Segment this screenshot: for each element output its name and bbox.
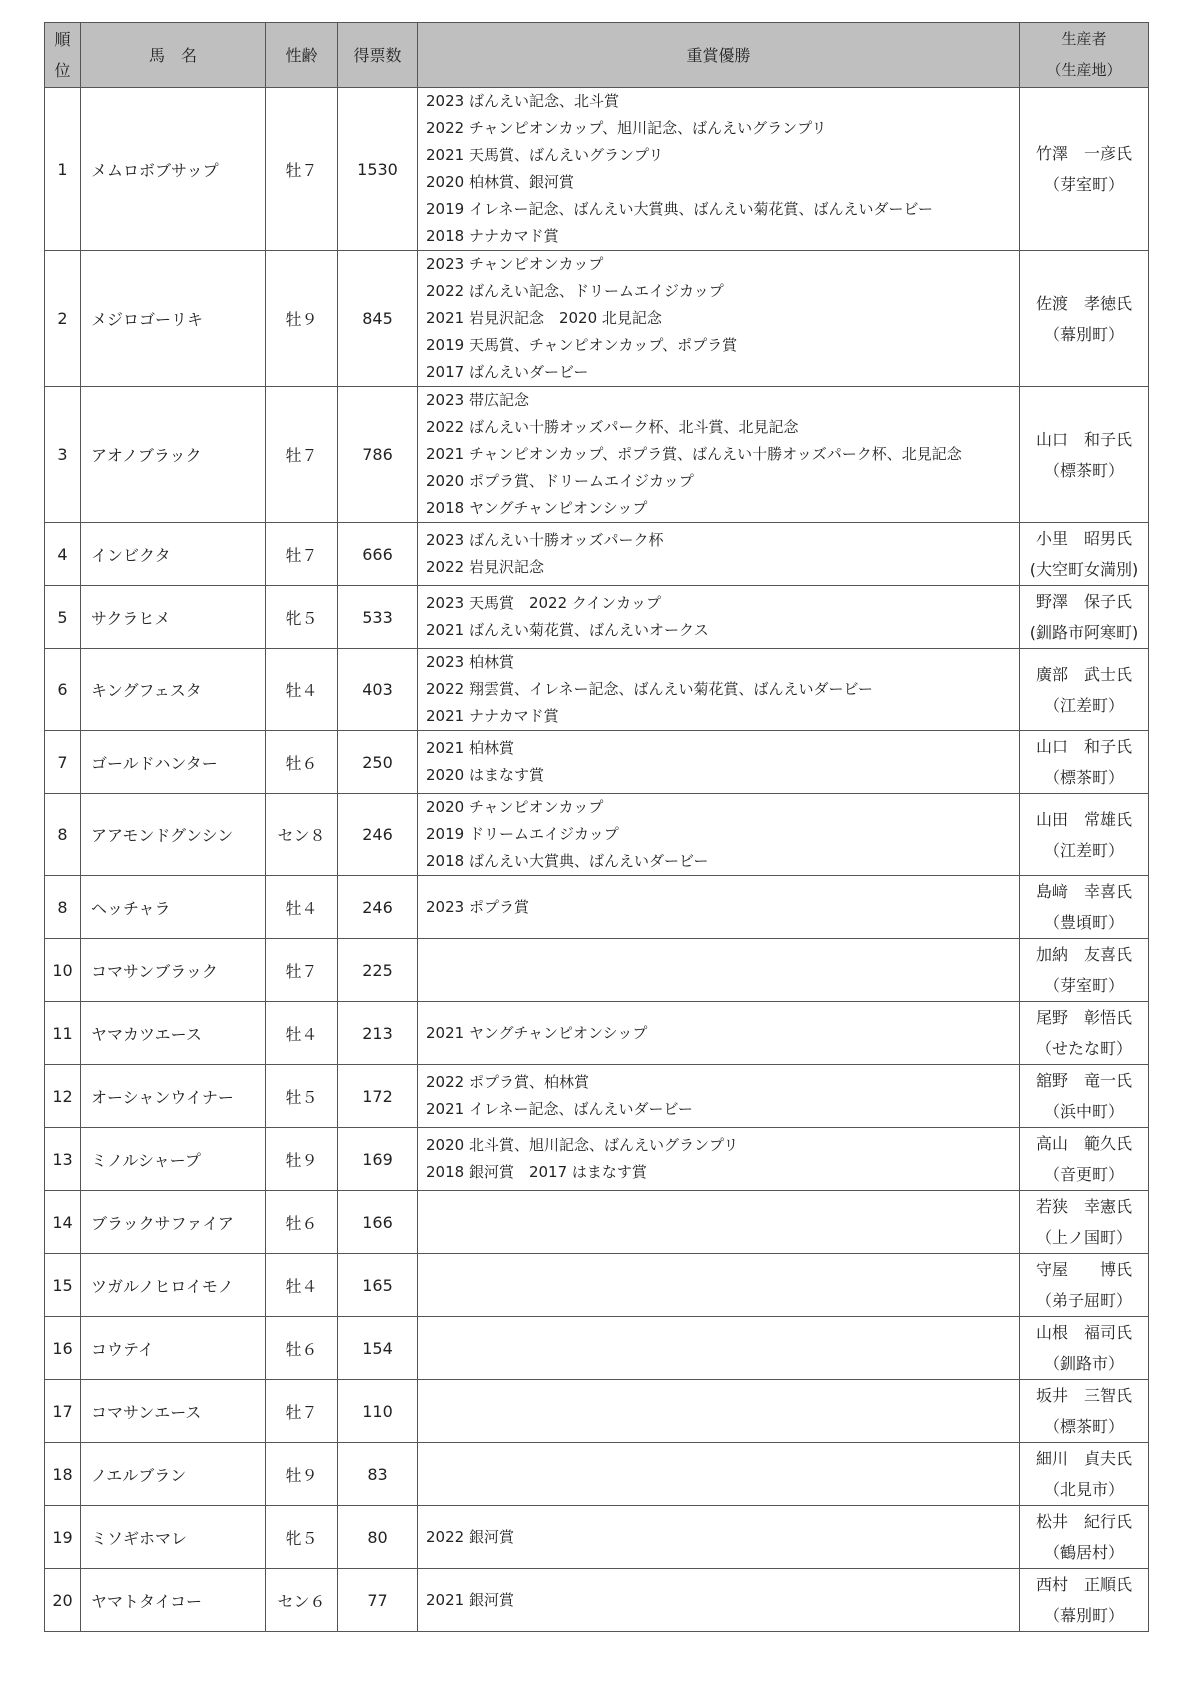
horse-name-cell: アアモンドグンシン	[81, 794, 266, 876]
header-breeder-line1: 生産者	[1061, 30, 1107, 48]
win-line: 2023 天馬賞 2022 クインカップ	[426, 594, 661, 612]
breeder-origin: （釧路市）	[1043, 1354, 1124, 1373]
wins-cell	[418, 876, 1020, 939]
win-line: 2018 銀河賞 2017 はまなす賞	[426, 1163, 647, 1181]
win-line: 2018 ばんえい大賞典、ばんえいダービー	[426, 852, 709, 870]
horse-name-cell: ヘッチャラ	[81, 876, 266, 939]
breeder-cell	[1020, 1254, 1149, 1317]
votes-cell: 213	[338, 1002, 418, 1065]
horse-name-cell: コウテイ	[81, 1317, 266, 1380]
rank-cell: 17	[45, 1380, 81, 1443]
breeder-origin: （上ノ国町）	[1035, 1228, 1132, 1247]
win-line: 2022 翔雲賞、イレネー記念、ばんえい菊花賞、ばんえいダービー	[426, 680, 873, 698]
breeder-name: 高山 範久氏	[1035, 1134, 1132, 1153]
wins-cell	[418, 1443, 1020, 1506]
rank-cell: 12	[45, 1065, 81, 1128]
sex-age-cell: 牡４	[266, 1002, 338, 1065]
breeder-origin: （江差町）	[1043, 695, 1124, 715]
breeder-name: 廣部 武士氏	[1035, 664, 1132, 684]
header-wins: 重賞優勝	[418, 23, 1020, 88]
horse-name-cell: インビクタ	[81, 523, 266, 586]
votes-cell: 83	[338, 1443, 418, 1506]
horse-name-cell: ノエルブラン	[81, 1443, 266, 1506]
breeder-name: 松井 紀行氏	[1035, 1512, 1132, 1531]
rank-cell: 13	[45, 1128, 81, 1191]
breeder-name: 守屋 博氏	[1035, 1260, 1132, 1279]
sex-age-cell: 牝５	[266, 1506, 338, 1569]
win-line: 2020 柏林賞、銀河賞	[426, 173, 574, 191]
wins-cell	[418, 1191, 1020, 1254]
sex-age-cell: 牡５	[266, 1065, 338, 1128]
rank-cell: 8	[45, 794, 81, 876]
table-row	[45, 1254, 1149, 1317]
rank-cell: 6	[45, 649, 81, 731]
win-line: 2021 ナナカマド賞	[426, 707, 559, 725]
breeder-cell	[1020, 1191, 1149, 1254]
horse-name-cell: アオノブラック	[81, 387, 266, 523]
rank-cell: 18	[45, 1443, 81, 1506]
wins-cell	[418, 649, 1020, 731]
breeder-cell	[1020, 939, 1149, 1002]
header-rank	[45, 23, 81, 88]
breeder-name: 山口 和子氏	[1035, 429, 1132, 449]
table-body	[45, 88, 1149, 1632]
win-line: 2021 イレネー記念、ばんえいダービー	[426, 1100, 693, 1118]
win-line: 2023 ばんえい十勝オッズパーク杯	[426, 531, 664, 549]
breeder-origin: （鶴居村）	[1043, 1543, 1124, 1562]
table-row	[45, 794, 1149, 876]
rank-cell: 2	[45, 251, 81, 387]
table-row	[45, 387, 1149, 523]
wins-cell	[418, 1317, 1020, 1380]
rank-cell: 4	[45, 523, 81, 586]
breeder-name: 佐渡 孝徳氏	[1035, 293, 1132, 313]
horse-name-cell: ブラックサファイア	[81, 1191, 266, 1254]
wins-cell	[418, 586, 1020, 649]
table-row	[45, 731, 1149, 794]
rank-cell: 14	[45, 1191, 81, 1254]
breeder-name: 細川 貞夫氏	[1035, 1449, 1132, 1468]
breeder-cell	[1020, 1317, 1149, 1380]
rank-cell: 20	[45, 1569, 81, 1632]
win-line: 2023 帯広記念	[426, 391, 529, 409]
win-line: 2021 柏林賞	[426, 739, 514, 757]
win-line: 2019 ドリームエイジカップ	[426, 825, 619, 843]
breeder-cell	[1020, 1002, 1149, 1065]
win-line: 2022 チャンピオンカップ、旭川記念、ばんえいグランプリ	[426, 119, 827, 137]
breeder-cell	[1020, 251, 1149, 387]
header-votes: 得票数	[338, 23, 418, 88]
win-line: 2023 ポプラ賞	[426, 897, 529, 916]
votes-cell: 403	[338, 649, 418, 731]
win-line: 2023 柏林賞	[426, 653, 514, 671]
table-row	[45, 1443, 1149, 1506]
ranking-table	[44, 22, 1149, 1632]
votes-cell: 1530	[338, 88, 418, 251]
win-line: 2020 北斗賞、旭川記念、ばんえいグランプリ	[426, 1136, 739, 1154]
votes-cell: 110	[338, 1380, 418, 1443]
sex-age-cell: 牡９	[266, 251, 338, 387]
rank-cell: 7	[45, 731, 81, 794]
breeder-name: 山口 和子氏	[1035, 737, 1132, 756]
wins-cell	[418, 1002, 1020, 1065]
votes-cell: 77	[338, 1569, 418, 1632]
breeder-cell	[1020, 1065, 1149, 1128]
wins-cell	[418, 1065, 1020, 1128]
horse-name-cell: ミノルシャープ	[81, 1128, 266, 1191]
sex-age-cell: 牡７	[266, 387, 338, 523]
breeder-origin: （標茶町）	[1043, 1417, 1124, 1436]
breeder-cell	[1020, 731, 1149, 794]
breeder-origin: （標茶町）	[1043, 768, 1124, 787]
breeder-name: 竹澤 一彦氏	[1035, 144, 1132, 163]
table-row	[45, 876, 1149, 939]
rank-cell: 19	[45, 1506, 81, 1569]
breeder-origin: (大空町女満別)	[1029, 560, 1139, 579]
table-row	[45, 1506, 1149, 1569]
sex-age-cell: 牡４	[266, 649, 338, 731]
wins-cell	[418, 939, 1020, 1002]
sex-age-cell: 牡６	[266, 1191, 338, 1254]
wins-cell	[418, 1380, 1020, 1443]
rank-cell: 11	[45, 1002, 81, 1065]
breeder-name: 山田 常雄氏	[1035, 809, 1132, 829]
header-rank-line2: 位	[54, 61, 71, 80]
win-line: 2017 ばんえいダービー	[426, 363, 589, 381]
wins-cell	[418, 794, 1020, 876]
rank-cell: 16	[45, 1317, 81, 1380]
win-line: 2022 ばんえい記念、ドリームエイジカップ	[426, 282, 724, 300]
votes-cell: 250	[338, 731, 418, 794]
breeder-origin: （せたな町）	[1035, 1039, 1132, 1058]
breeder-name: 加納 友喜氏	[1035, 945, 1132, 964]
header-name: 馬 名	[81, 23, 266, 88]
votes-cell: 845	[338, 251, 418, 387]
horse-name-cell: ヤマカツエース	[81, 1002, 266, 1065]
breeder-cell	[1020, 586, 1149, 649]
horse-name-cell: ミソギホマレ	[81, 1506, 266, 1569]
table-row	[45, 1317, 1149, 1380]
breeder-name: 尾野 彰悟氏	[1035, 1008, 1132, 1027]
breeder-cell	[1020, 88, 1149, 251]
horse-name-cell: ヤマトタイコー	[81, 1569, 266, 1632]
win-line: 2019 天馬賞、チャンピオンカップ、ポプラ賞	[426, 336, 738, 354]
win-line: 2020 チャンピオンカップ	[426, 798, 604, 816]
table-row	[45, 1380, 1149, 1443]
breeder-cell	[1020, 649, 1149, 731]
wins-cell	[418, 1254, 1020, 1317]
breeder-origin: （弟子屈町）	[1035, 1291, 1132, 1310]
win-line: 2021 ヤングチャンピオンシップ	[426, 1023, 648, 1042]
votes-cell: 172	[338, 1065, 418, 1128]
votes-cell: 225	[338, 939, 418, 1002]
votes-cell: 246	[338, 794, 418, 876]
win-line: 2020 ポプラ賞、ドリームエイジカップ	[426, 472, 694, 490]
votes-cell: 666	[338, 523, 418, 586]
breeder-cell	[1020, 876, 1149, 939]
breeder-origin: （幕別町）	[1043, 1606, 1124, 1625]
breeder-name: 舘野 竜一氏	[1035, 1071, 1132, 1090]
breeder-origin: （音更町）	[1043, 1165, 1124, 1184]
rank-cell: 1	[45, 88, 81, 251]
horse-name-cell: コマサンブラック	[81, 939, 266, 1002]
win-line: 2020 はまなす賞	[426, 766, 544, 784]
breeder-origin: （豊頃町）	[1043, 913, 1124, 932]
breeder-cell	[1020, 1569, 1149, 1632]
breeder-cell	[1020, 794, 1149, 876]
header-row	[45, 23, 1149, 88]
header-rank-line1: 順	[54, 30, 71, 49]
win-line: 2023 チャンピオンカップ	[426, 255, 604, 273]
votes-cell: 533	[338, 586, 418, 649]
breeder-origin: (釧路市阿寒町)	[1029, 623, 1139, 642]
horse-name-cell: サクラヒメ	[81, 586, 266, 649]
breeder-origin: （幕別町）	[1043, 324, 1124, 344]
win-line: 2019 イレネー記念、ばんえい大賞典、ばんえい菊花賞、ばんえいダービー	[426, 200, 933, 218]
win-line: 2022 銀河賞	[426, 1527, 514, 1546]
sex-age-cell: 牡７	[266, 88, 338, 251]
breeder-origin: （芽室町）	[1043, 175, 1124, 194]
table-row	[45, 251, 1149, 387]
sex-age-cell: セン８	[266, 794, 338, 876]
votes-cell: 154	[338, 1317, 418, 1380]
table-row	[45, 88, 1149, 251]
sex-age-cell: 牡７	[266, 1380, 338, 1443]
votes-cell: 246	[338, 876, 418, 939]
breeder-origin: （芽室町）	[1043, 976, 1124, 995]
breeder-cell	[1020, 1506, 1149, 1569]
horse-name-cell: オーシャンウイナー	[81, 1065, 266, 1128]
table-row	[45, 939, 1149, 1002]
win-line: 2022 ポプラ賞、柏林賞	[426, 1073, 589, 1091]
win-line: 2021 天馬賞、ばんえいグランプリ	[426, 146, 664, 164]
wins-cell	[418, 1506, 1020, 1569]
breeder-cell	[1020, 1128, 1149, 1191]
sex-age-cell: セン６	[266, 1569, 338, 1632]
sex-age-cell: 牝５	[266, 586, 338, 649]
table-row	[45, 586, 1149, 649]
sex-age-cell: 牡７	[266, 523, 338, 586]
table-row	[45, 1065, 1149, 1128]
breeder-cell	[1020, 387, 1149, 523]
breeder-origin: （浜中町）	[1043, 1102, 1124, 1121]
breeder-origin: （北見市）	[1043, 1480, 1124, 1499]
table-row	[45, 649, 1149, 731]
sex-age-cell: 牡４	[266, 876, 338, 939]
horse-name-cell: ツガルノヒロイモノ	[81, 1254, 266, 1317]
win-line: 2022 ばんえい十勝オッズパーク杯、北斗賞、北見記念	[426, 418, 799, 436]
wins-cell	[418, 731, 1020, 794]
rank-cell: 5	[45, 586, 81, 649]
votes-cell: 166	[338, 1191, 418, 1254]
breeder-origin: （標茶町）	[1043, 460, 1124, 480]
table-row	[45, 523, 1149, 586]
table-row	[45, 1002, 1149, 1065]
table-row	[45, 1569, 1149, 1632]
win-line: 2022 岩見沢記念	[426, 558, 544, 576]
horse-name-cell: メジロゴーリキ	[81, 251, 266, 387]
table-header	[45, 23, 1149, 88]
wins-cell	[418, 251, 1020, 387]
rank-cell: 3	[45, 387, 81, 523]
wins-cell	[418, 1569, 1020, 1632]
rank-cell: 15	[45, 1254, 81, 1317]
horse-name-cell: キングフェスタ	[81, 649, 266, 731]
breeder-name: 山根 福司氏	[1035, 1323, 1132, 1342]
table-row	[45, 1128, 1149, 1191]
win-line: 2021 チャンピオンカップ、ポプラ賞、ばんえい十勝オッズパーク杯、北見記念	[426, 445, 962, 463]
sex-age-cell: 牡９	[266, 1443, 338, 1506]
table-row	[45, 1191, 1149, 1254]
votes-cell: 786	[338, 387, 418, 523]
win-line: 2023 ばんえい記念、北斗賞	[426, 92, 619, 110]
win-line: 2018 ヤングチャンピオンシップ	[426, 499, 648, 517]
sex-age-cell: 牡４	[266, 1254, 338, 1317]
wins-cell	[418, 88, 1020, 251]
win-line: 2021 銀河賞	[426, 1590, 514, 1609]
sex-age-cell: 牡９	[266, 1128, 338, 1191]
breeder-name: 西村 正順氏	[1035, 1575, 1132, 1594]
breeder-name: 島﨑 幸喜氏	[1035, 882, 1132, 901]
breeder-cell	[1020, 1443, 1149, 1506]
breeder-cell	[1020, 523, 1149, 586]
breeder-origin: （江差町）	[1043, 840, 1124, 860]
breeder-name: 小里 昭男氏	[1035, 529, 1132, 548]
breeder-name: 野澤 保子氏	[1035, 592, 1132, 611]
rank-cell: 8	[45, 876, 81, 939]
breeder-name: 若狭 幸憲氏	[1035, 1197, 1132, 1216]
horse-name-cell: メムロボブサップ	[81, 88, 266, 251]
header-breeder	[1020, 23, 1149, 88]
votes-cell: 165	[338, 1254, 418, 1317]
header-breeder-line2: （生産地）	[1046, 61, 1122, 79]
win-line: 2021 岩見沢記念 2020 北見記念	[426, 309, 662, 327]
wins-cell	[418, 523, 1020, 586]
breeder-name: 坂井 三智氏	[1035, 1386, 1132, 1405]
wins-cell	[418, 1128, 1020, 1191]
wins-cell	[418, 387, 1020, 523]
votes-cell: 80	[338, 1506, 418, 1569]
votes-cell: 169	[338, 1128, 418, 1191]
sex-age-cell: 牡６	[266, 1317, 338, 1380]
breeder-cell	[1020, 1380, 1149, 1443]
horse-name-cell: コマサンエース	[81, 1380, 266, 1443]
sex-age-cell: 牡７	[266, 939, 338, 1002]
horse-name-cell: ゴールドハンター	[81, 731, 266, 794]
rank-cell: 10	[45, 939, 81, 1002]
win-line: 2018 ナナカマド賞	[426, 227, 559, 245]
header-sex-age: 性齢	[266, 23, 338, 88]
sex-age-cell: 牡６	[266, 731, 338, 794]
win-line: 2021 ばんえい菊花賞、ばんえいオークス	[426, 621, 709, 639]
